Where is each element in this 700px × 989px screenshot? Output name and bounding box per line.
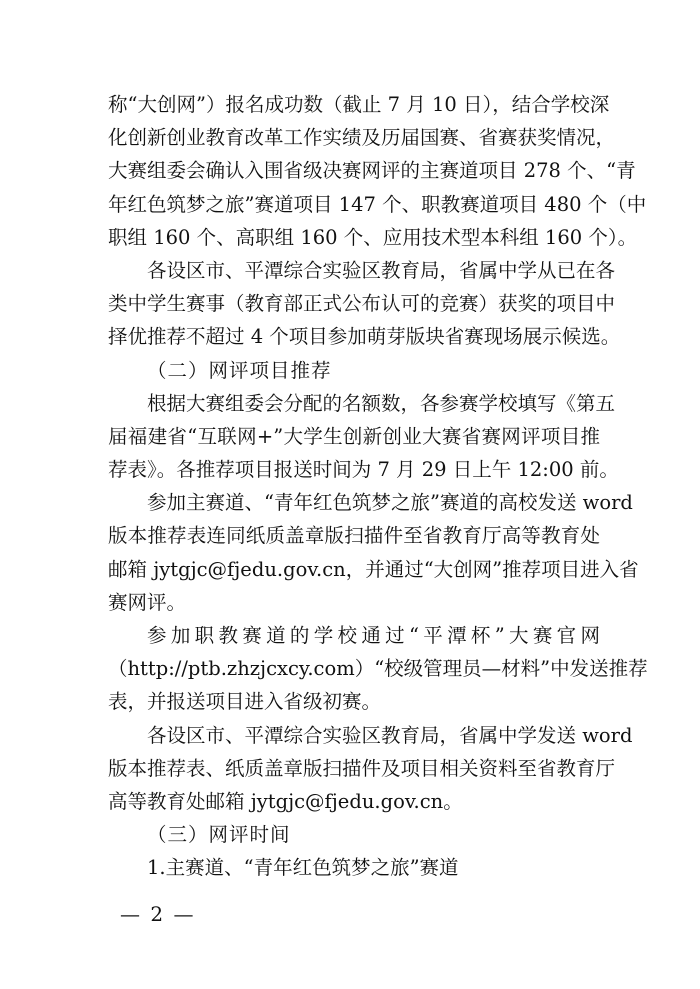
text-line: 参加职教赛道的学校通过“平潭杯”大赛官网 [147,624,600,647]
paragraph-registration-result [108,88,647,254]
text-line: 年红色筑梦之旅”赛道项目 147 个、职教赛道项目 480 个（中 [108,192,647,216]
text-line: 大赛组委会确认入围省级决赛网评的主赛道项目 278 个、“青 [108,159,636,183]
text-line: 各设区市、平潭综合实验区教育局，省属中学从已在各 [147,258,616,282]
text-line: 化创新创业教育改革工作实绩及历届国赛、省赛获奖情况， [108,126,616,150]
page-number: — 2 — [120,902,196,926]
text-line: 高等教育处邮箱 jytgjc@fjedu.gov.cn。 [108,789,463,813]
text-line: 根据大赛组委会分配的名额数，各参赛学校填写《第五 [147,391,616,415]
text-line: 1.主赛道、“青年红色筑梦之旅”赛道 [147,856,459,880]
text-line: 版本推荐表、纸质盖章版扫描件及项目相关资料至省教育厅 [108,756,616,780]
section-heading-online-review-recommendation [108,354,600,387]
paragraph-sprout-section [108,254,621,354]
text-line: （http://ptb.zhzjcxcy.com）“校级管理员—材料”中发送推荐 [108,657,648,681]
text-line: 择优推荐不超过 4 个项目参加萌芽版块省赛现场展示候选。 [108,325,621,349]
text-line: 参加主赛道、“青年红色筑梦之旅”赛道的高校发送 word [147,491,633,515]
text-line: 赛网评。 [108,590,187,614]
text-line: 版本推荐表连同纸质盖章版扫描件至省教育厅高等教育处 [108,524,600,548]
subheading-main-track [108,851,600,884]
paragraph-main-track-submission [108,486,639,619]
text-line: 邮箱 jytgjc@fjedu.gov.cn，并通过“大创网”推荐项目进入省 [108,557,639,581]
heading-line: （二）网评项目推荐 [147,358,332,382]
section-heading-online-review-time [108,818,600,851]
text-line: 各设区市、平潭综合实验区教育局，省属中学发送 word [147,723,633,747]
text-line: 届福建省“互联网+”大学生创新创业大赛省赛网评项目推 [108,424,600,448]
paragraph-middle-school-submission [108,719,633,819]
text-line: 表，并报送项目进入省级初赛。 [108,690,382,714]
document-body [108,88,648,885]
text-line: 职组 160 个、高职组 160 个、应用技术型本科组 160 个）。 [108,225,638,249]
paragraph-recommendation-form [108,387,619,487]
text-line: 称“大创网”）报名成功数（截止 7 月 10 日），结合学校深 [108,93,610,116]
heading-line: （三）网评时间 [147,823,291,847]
text-line: 类中学生赛事（教育部正式公布认可的竞赛）获奖的项目中 [108,292,616,316]
text-line: 荐表》。各推荐项目报送时间为 7 月 29 日上午 12:00 前。 [108,458,619,482]
paragraph-vocational-track-submission [108,619,648,719]
